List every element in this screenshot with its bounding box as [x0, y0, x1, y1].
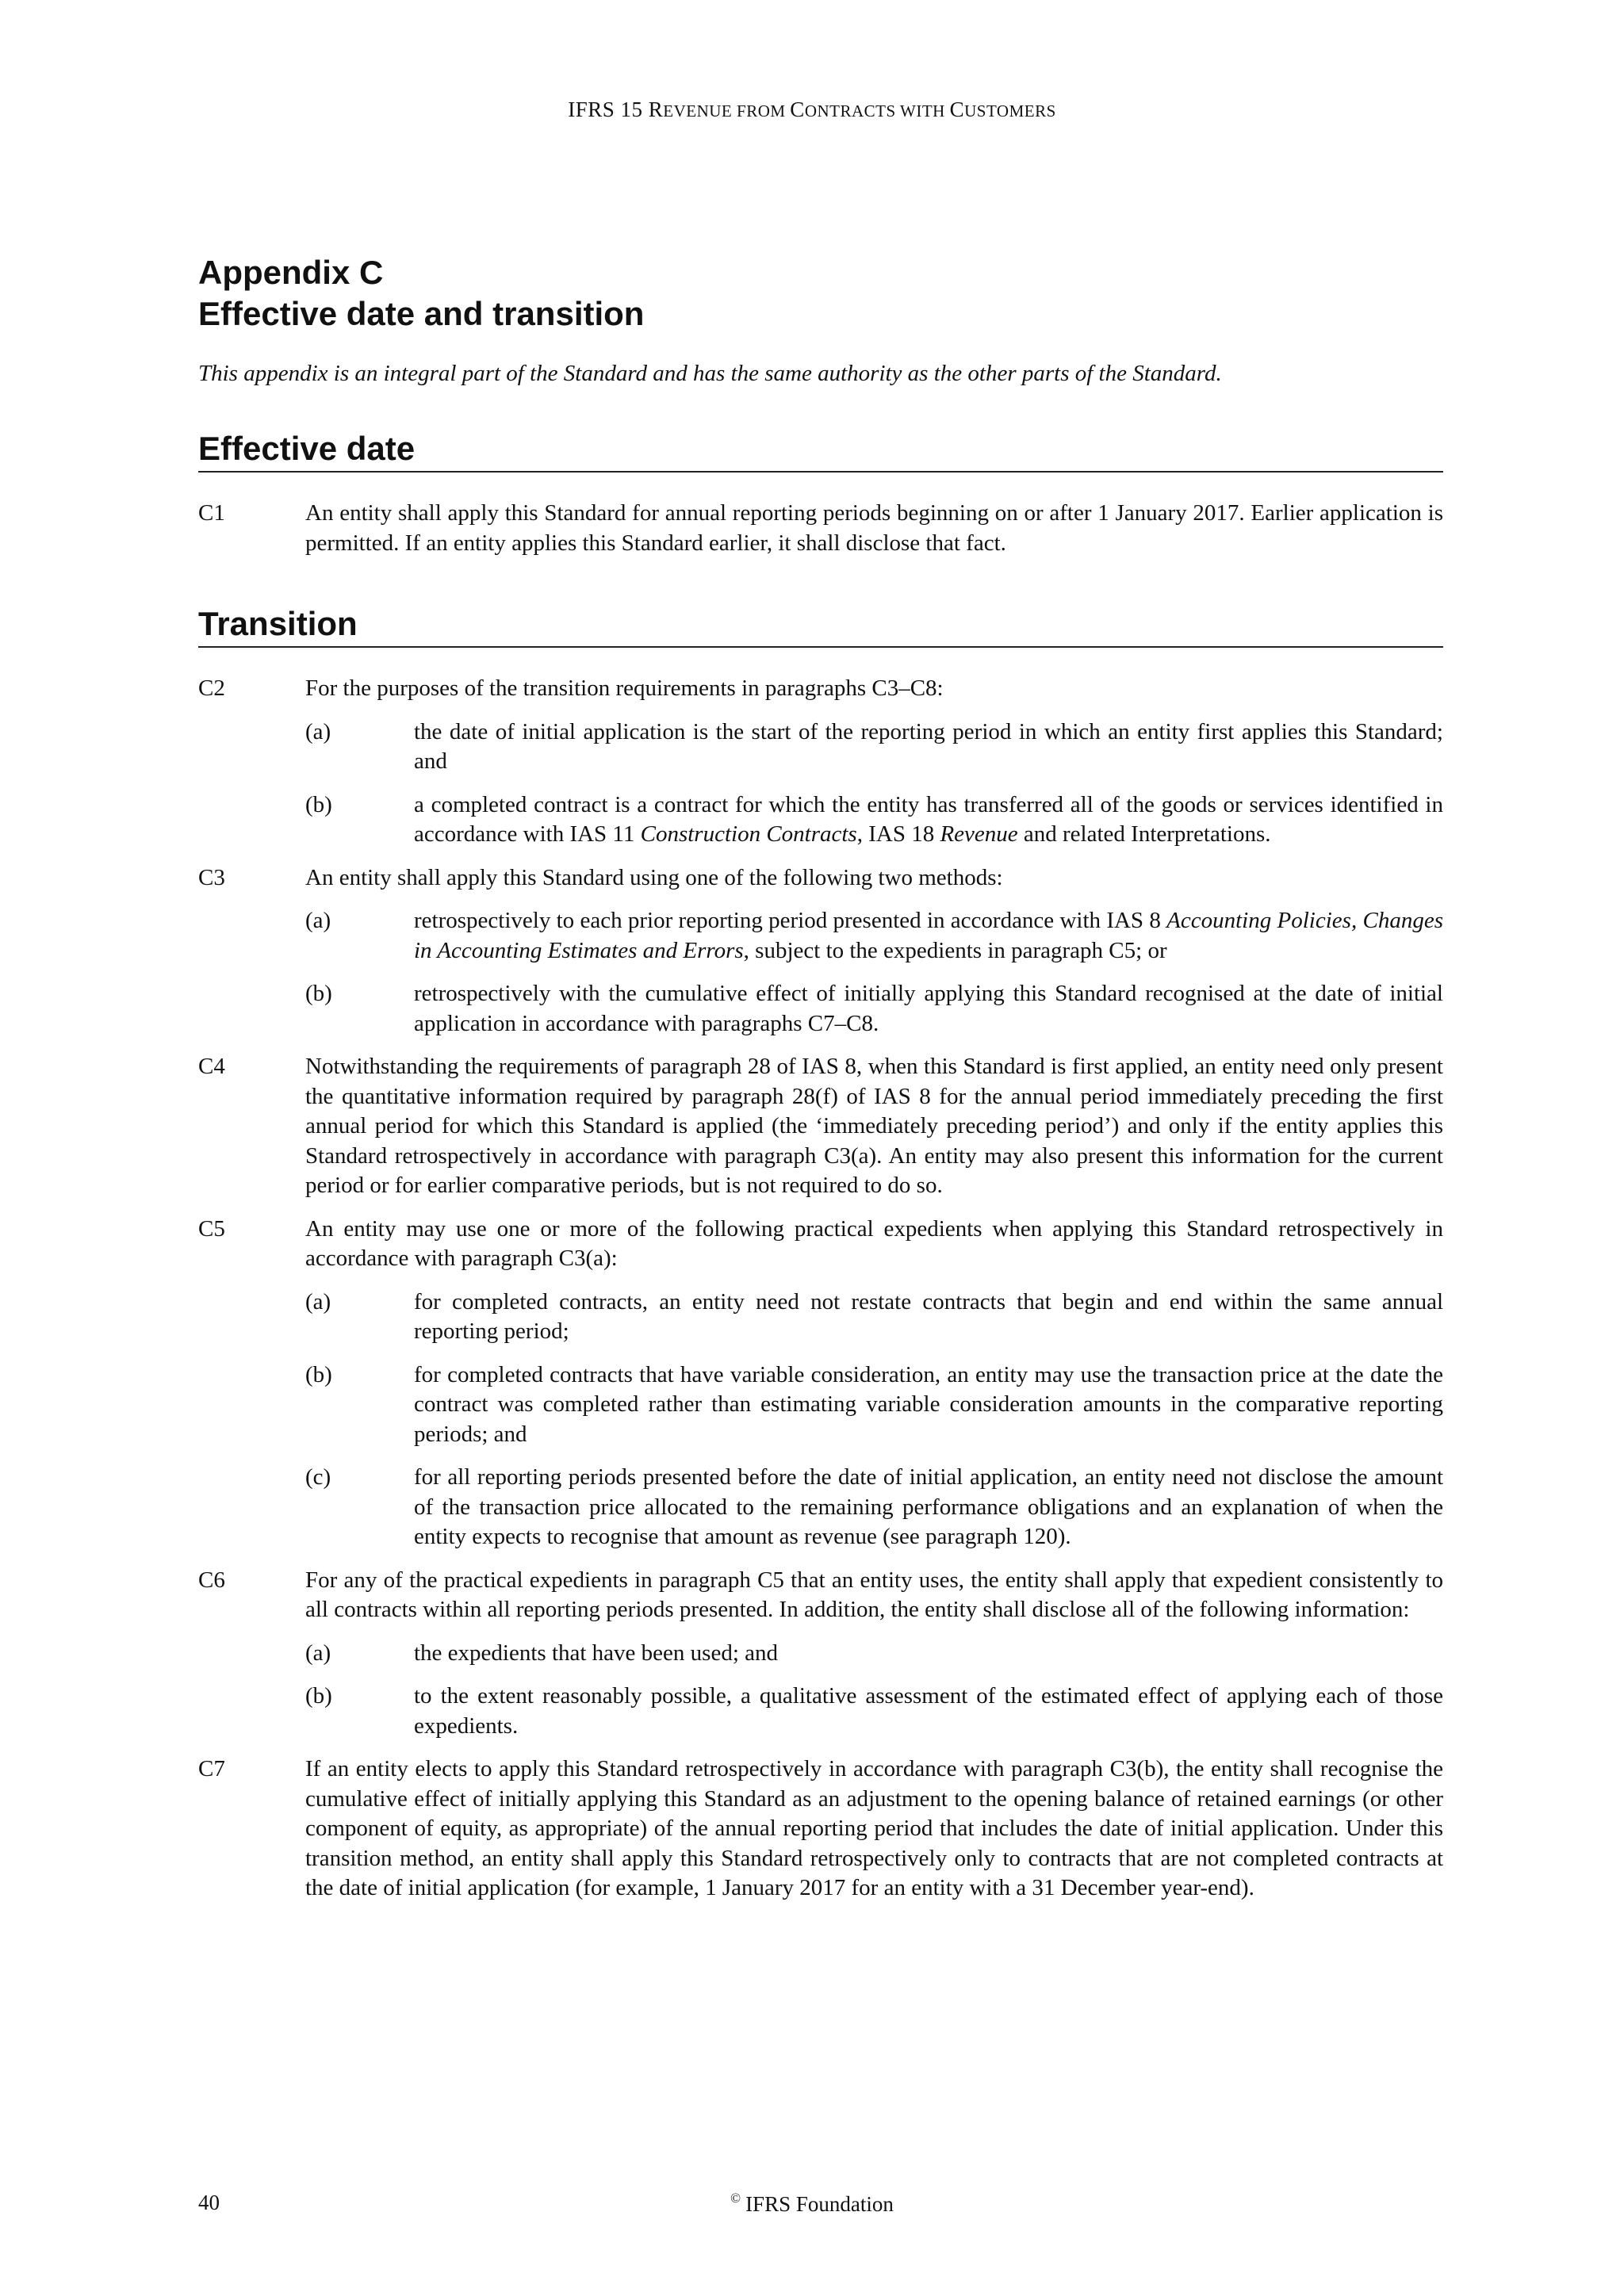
sub-item-label: (b) [305, 1361, 332, 1387]
sub-item-label: (a) [305, 1288, 331, 1314]
sub-item-text: for all reporting periods presented before the date of initial application, an entity need not disclose the amount of the transaction price allocated to the remaining performance obligations and an explanation of when the entity expects to recognise that amount as revenue (see paragraph 120). [414, 1464, 1443, 1549]
sub-item-label: (a) [305, 718, 331, 744]
paragraph-c5 [198, 1215, 1443, 1552]
standard-title: Accounting Policies, Changes in Accounting Estimates and Errors [414, 908, 1443, 963]
sub-item-label: (b) [305, 1683, 332, 1709]
sub-item-text: for completed contracts, an entity need not restate contracts that begin and end within the same annual reporting period; [414, 1288, 1443, 1344]
sub-item-label: (a) [305, 1640, 331, 1666]
standard-title: Revenue [940, 821, 1018, 847]
running-header [0, 98, 1624, 122]
sub-item [305, 718, 1443, 777]
copyright-symbol: © [730, 2191, 741, 2206]
paragraph-number: C1 [198, 500, 225, 526]
running-title-part: C [790, 98, 805, 121]
sub-item [305, 906, 1443, 966]
organisation-name: IFRS Foundation [745, 2192, 894, 2216]
sub-item-text: a completed contract is a contract for which the entity has transferred all of the goods or services identified in accordance with IAS 11 Construction Contracts, IAS 18 Revenue and related Interpretations. [414, 791, 1443, 847]
sub-item-text: the date of initial application is the start of the reporting period in which an entity first applies this Standard; and [414, 718, 1443, 774]
paragraph-c3 [198, 863, 1443, 1039]
paragraph-text: For any of the practical expedients in paragraph C5 that an entity uses, the entity shall apply that expedient consistently to all contracts within all reporting periods presented. In addition, the entity shall disclose all of the following information: [305, 1567, 1443, 1622]
appendix-intro: This appendix is an integral part of the Standard and has the same authority as the other parts of the Standard. [198, 361, 1222, 386]
sub-item [305, 1639, 1443, 1669]
page-number: 40 [198, 2191, 220, 2214]
appendix-title: Effective date and transition [198, 295, 645, 332]
sub-item-text: to the extent reasonably possible, a qualitative assessment of the estimated effect of applying each of those expedients. [414, 1683, 1443, 1739]
paragraph-c4 [198, 1052, 1443, 1201]
sub-item-label: (a) [305, 908, 331, 933]
paragraph-text: An entity shall apply this Standard for annual reporting periods beginning on or after 1 January 2017. Earlier application is permitted. If an entity applies this Standard earlier, it shall disclose that fact. [305, 500, 1443, 556]
copyright-notice [0, 2191, 1624, 2217]
sub-item [305, 979, 1443, 1039]
sub-item [305, 1360, 1443, 1450]
sub-item-text: retrospectively to each prior reporting period presented in accordance with IAS 8 Accounting Policies, Changes in Accounting Estimates and Errors, subject to the expedients in paragraph C5; or [414, 908, 1443, 963]
sub-item [305, 1463, 1443, 1552]
paragraph-c1 [198, 499, 1443, 558]
paragraph-c6 [198, 1566, 1443, 1742]
paragraph-number: C7 [198, 1756, 225, 1781]
section-heading-effective-date: Effective date [198, 428, 1443, 473]
running-title-part: EVENUE FROM [663, 101, 791, 121]
standard-title: Construction Contracts [640, 821, 857, 847]
paragraph-c7 [198, 1755, 1443, 1904]
sub-item-label: (c) [305, 1464, 331, 1490]
running-title-part: C [949, 98, 965, 121]
sub-item-label: (b) [305, 791, 332, 817]
appendix-label: Appendix C [198, 254, 384, 291]
sub-item-label: (b) [305, 981, 332, 1006]
main-content [198, 252, 1443, 1904]
paragraph-text: An entity shall apply this Standard using one of the following two methods: [305, 864, 1003, 890]
paragraph-number: C6 [198, 1567, 225, 1593]
section-heading-transition: Transition [198, 603, 1443, 648]
paragraph-text: An entity may use one or more of the following practical expedients when applying this Standard retrospectively in accordance with paragraph C3(a): [305, 1215, 1443, 1271]
sub-item-text: retrospectively with the cumulative effect of initially applying this Standard recognised at the date of initial application in accordance with paragraphs C7–C8. [414, 981, 1443, 1036]
paragraph-text: For the purposes of the transition requirements in paragraphs C3–C8: [305, 675, 944, 701]
sub-item [305, 1682, 1443, 1741]
paragraph-text: If an entity elects to apply this Standard retrospectively in accordance with paragraph C3(b), the entity shall recognise the cumulative effect of initially applying this Standard as an adjustment to the opening balance of retained earnings (or other component of equity, as appropriate) of the annual reporting period that includes the date of initial application. Under this transition method, an entity shall apply this Standard retrospectively only to contracts that are not completed contracts at the date of initial application (for example, 1 January 2017 for an entity with a 31 December year-end). [305, 1756, 1443, 1900]
running-title-part: USTOMERS [964, 101, 1056, 121]
sub-item-text: for completed contracts that have variable consideration, an entity may use the transaction price at the date the contract was completed rather than estimating variable consideration amounts in the comparative reporting periods; and [414, 1361, 1443, 1447]
sub-item [305, 790, 1443, 850]
paragraph-number: C2 [198, 675, 225, 701]
paragraph-c2 [198, 674, 1443, 850]
running-title-part: ONTRACTS WITH [804, 101, 950, 121]
running-title-lead: IFRS 15 R [568, 98, 664, 121]
paragraph-text: Notwithstanding the requirements of paragraph 28 of IAS 8, when this Standard is first applied, an entity need only present the quantitative information required by paragraph 28(f) of IAS 8 for the annual period immediately preceding the first annual period for which this Standard is applied (the ‘immediately preceding period’) and only if the entity applies this Standard retrospectively in accordance with paragraph C3(a). An entity may also present this information for the current period or for earlier comparative periods, but is not required to do so. [305, 1054, 1443, 1198]
paragraph-number: C5 [198, 1215, 225, 1242]
paragraph-number: C3 [198, 864, 225, 890]
sub-item-text: the expedients that have been used; and [414, 1640, 779, 1666]
paragraph-number: C4 [198, 1054, 225, 1079]
sub-item [305, 1288, 1443, 1347]
